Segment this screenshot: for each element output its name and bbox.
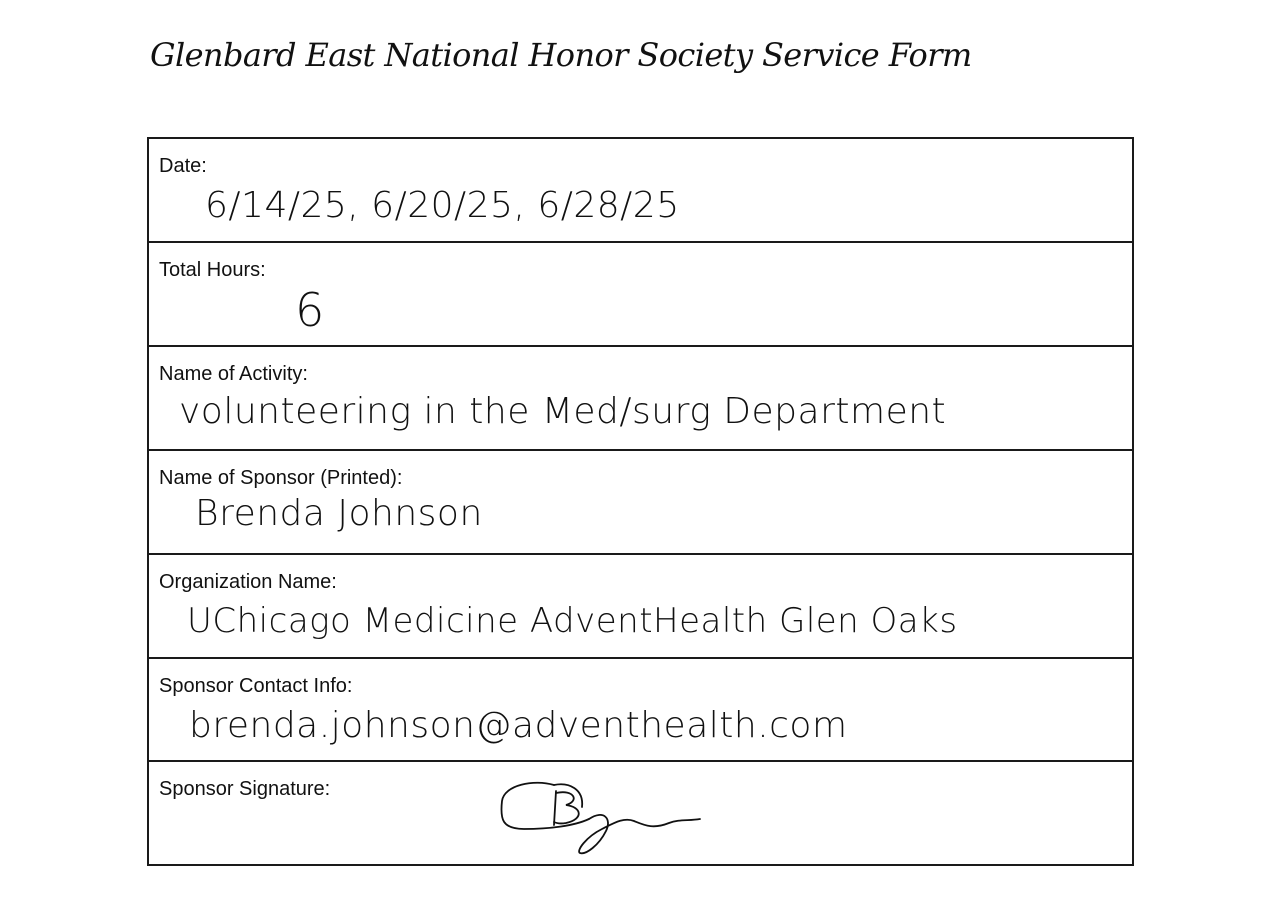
organization-label: Organization Name: <box>159 571 337 593</box>
organization-value: UChicago Medicine AdventHealth Glen Oaks <box>187 601 958 641</box>
total-hours-label: Total Hours: <box>159 259 266 281</box>
signature-image <box>494 779 714 864</box>
date-value: 6/14/25, 6/20/25, 6/28/25 <box>205 185 680 226</box>
service-form-table <box>147 137 1134 866</box>
sponsor-name-label: Name of Sponsor (Printed): <box>159 467 403 489</box>
form-title: Glenbard East National Honor Society Service Form <box>150 36 972 74</box>
signature-label: Sponsor Signature: <box>159 778 331 800</box>
organization-row <box>149 555 1132 659</box>
contact-label: Sponsor Contact Info: <box>159 675 353 697</box>
contact-value: brenda.johnson@adventhealth.com <box>189 705 848 746</box>
total-hours-value: 6 <box>295 283 325 337</box>
total-hours-row <box>149 243 1132 347</box>
activity-value: volunteering in the Med/surg Department <box>179 391 947 432</box>
sponsor-name-value: Brenda Johnson <box>195 493 483 534</box>
date-row <box>149 139 1132 243</box>
activity-label: Name of Activity: <box>159 363 308 385</box>
sponsor-name-row <box>149 451 1132 555</box>
signature-row <box>149 762 1132 864</box>
contact-row <box>149 659 1132 762</box>
activity-row <box>149 347 1132 451</box>
date-label: Date: <box>159 155 207 177</box>
